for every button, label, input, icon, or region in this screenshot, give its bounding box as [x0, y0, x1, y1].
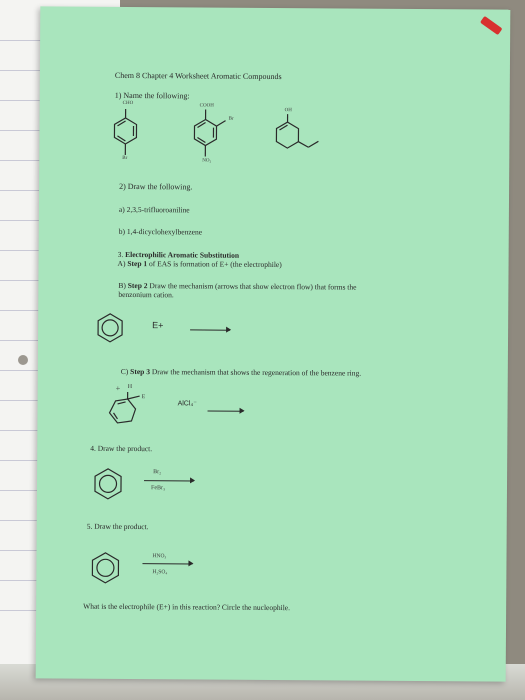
- mol-b-right-substituent: Br: [228, 116, 234, 122]
- reaction-arrow-step2: [190, 329, 230, 330]
- q4-label: 4. Draw the product.: [90, 443, 153, 454]
- mol-b-bottom-substituent: NO₂: [202, 158, 212, 164]
- worksheet-page: [36, 6, 511, 681]
- q2-label: 2) Draw the following.: [119, 181, 193, 192]
- q3-c-text: Draw the mechanism that shows the regeneration of the benzene ring.: [151, 367, 362, 378]
- q1-label: 1) Name the following:: [114, 90, 190, 101]
- mol-a-top-substituent: CHO: [122, 100, 134, 107]
- aluminum-chloride-reagent: AlCl₄⁻: [177, 400, 197, 408]
- mol-c-top-substituent: OH: [284, 108, 292, 114]
- q3-step-a: [118, 259, 282, 269]
- q4-reagent-top: Br₂: [153, 469, 162, 476]
- q3-step-c: [121, 367, 361, 378]
- q5-reagent-top: HNO₃: [152, 553, 167, 560]
- q3-a-text: of EAS is formation of E+ (the electrophile): [148, 259, 282, 270]
- reaction-arrow-q5: [142, 563, 192, 564]
- ethylcyclohexenol-structure: [271, 114, 331, 159]
- cation-charge: +: [115, 383, 121, 393]
- mol-b-top-substituent: COOH: [199, 103, 214, 109]
- q3-b-text-line1: Draw the mechanism (arrows that show electron flow) that forms the: [149, 281, 357, 292]
- cation-electrophile: E: [141, 394, 146, 401]
- q5-electrophile-question: What is the electrophile (E+) in this reaction? Circle the nucleophile.: [83, 601, 291, 613]
- q2-item-a: a) 2,3,5-trifluoroaniline: [118, 204, 190, 215]
- q3-c-step: Step 3: [130, 367, 151, 377]
- red-pen-mark: [480, 16, 503, 35]
- q3-a-step: Step 1: [127, 258, 148, 269]
- reaction-arrow-step3: [208, 411, 244, 412]
- benzene-ring-q4: [92, 467, 132, 507]
- q5-label: 5. Draw the product.: [86, 521, 149, 532]
- reaction-arrow-q4: [144, 480, 194, 481]
- mol-a-bottom-substituent: Br: [122, 155, 128, 161]
- q3-b-step: Step 2: [127, 280, 148, 291]
- benzonium-cation-structure: [99, 391, 149, 436]
- q4-reagent-bottom: FeBr₃: [150, 485, 166, 492]
- benzene-ring-step2: [96, 312, 136, 352]
- q3-b-text-line2: benzonium cation.: [118, 289, 174, 300]
- cation-hydrogen: H: [127, 383, 133, 391]
- q3-c-prefix: C): [120, 366, 129, 376]
- q3-b-prefix: B): [118, 280, 126, 290]
- benzene-ring-q5: [89, 551, 129, 591]
- worksheet-title: Chem 8 Chapter 4 Worksheet Aromatic Compounds: [114, 70, 282, 82]
- q5-reagent-bottom: H₂SO₄: [152, 569, 168, 576]
- electrophile-label: E+: [152, 320, 164, 331]
- q3-heading: Electrophilic Aromatic Substitution: [125, 249, 240, 260]
- q3-a-prefix: A): [117, 258, 126, 268]
- q3-number: 3.: [117, 249, 124, 259]
- q2-item-b: b) 1,4-dicyclohexylbenzene: [118, 226, 203, 237]
